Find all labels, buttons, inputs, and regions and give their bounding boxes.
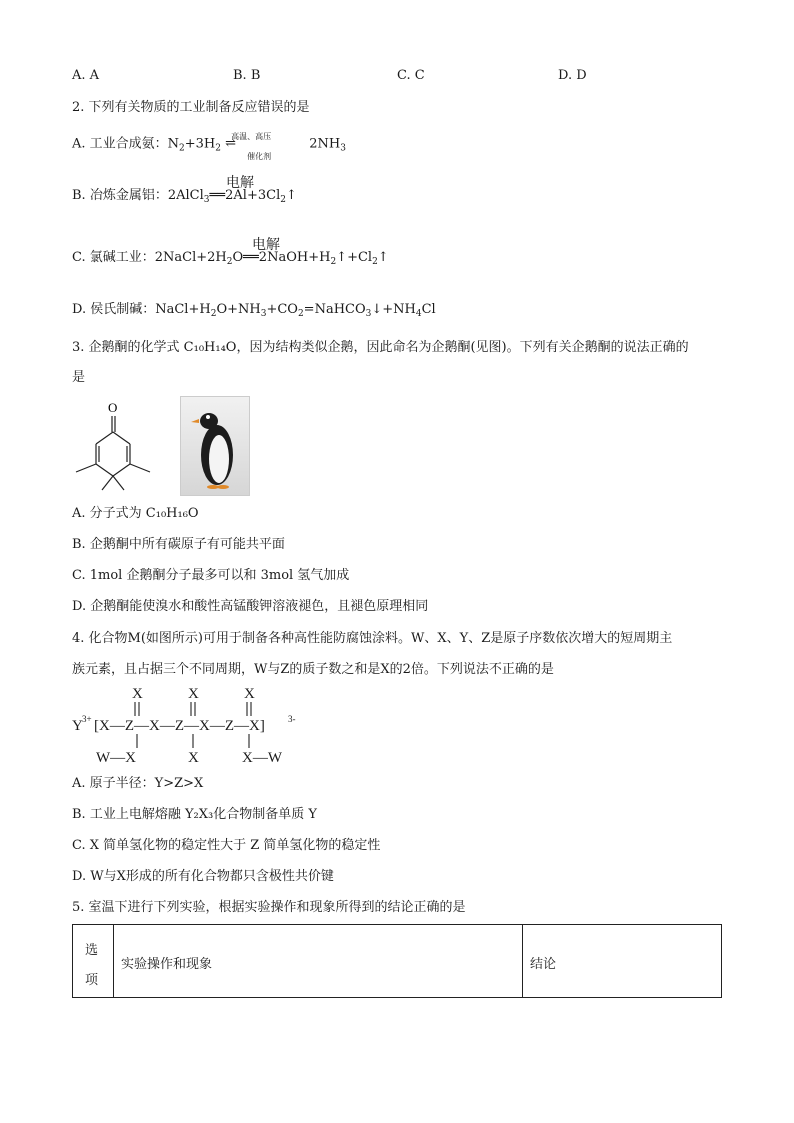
penguinone-structure — [68, 398, 158, 494]
q3-option-b: B. 企鹅酮中所有碳原子有可能共平面 — [72, 537, 285, 552]
q1-option-c: C. C — [397, 68, 425, 83]
q2-option-c: C. 氯碱工业：$2NaCl+2H_2O══2NaOH+H_2↑+Cl_2↑$ — [72, 250, 389, 267]
q4-option-c: C. X 简单氢化物的稳定性大于 Z 简单氢化物的稳定性 — [72, 838, 381, 853]
svg-text:3+: 3+ — [82, 714, 92, 724]
svg-text:[X—Z—X—Z—X—Z—X]: [X—Z—X—Z—X—Z—X] — [94, 718, 265, 734]
q2-option-b-label: B. 冶炼金属铝： — [72, 188, 168, 203]
q2-a-condition-bottom: 催化剂 — [247, 152, 272, 161]
q2-b-condition: 电解 — [226, 175, 254, 191]
q4-stem-2: 族元素，且占据三个不同周期，W与Z的质子数之和是X的2倍。下列说法不正确的是 — [72, 662, 554, 677]
q1-option-b: B. B — [233, 68, 261, 83]
q2-option-d: D. 侯氏制碱：$NaCl+H_2O+NH_3+CO_2=NaHCO_3↓+NH_4Cl$ — [72, 302, 436, 319]
svg-text:X: X — [188, 686, 199, 702]
svg-text:X: X — [188, 750, 199, 766]
q3-option-a: A. 分子式为 C₁₀H₁₆O — [72, 506, 199, 521]
q2-option-c-label: C. 氯碱工业： — [72, 250, 155, 265]
q3-option-d: D. 企鹅酮能使溴水和酸性高锰酸钾溶液褪色，且褪色原理相同 — [72, 599, 429, 614]
svg-text:X: X — [244, 686, 255, 702]
q4-option-d: D. W与X形成的所有化合物都只含极性共价键 — [72, 869, 334, 884]
reversible-arrow-icon: ⇌ 高温、高压 催化剂 — [225, 136, 305, 152]
q5-table-header-operation: 实验操作和现象 — [113, 925, 523, 997]
svg-text:W—X: W—X — [96, 750, 136, 766]
q2-option-a: A. 工业合成氨：$N_2+3H_2$ ⇌ 高温、高压 催化剂 $2NH_3$ — [72, 136, 346, 153]
q3-stem-2: 是 — [72, 370, 86, 385]
q2-a-condition-top: 高温、高压 — [231, 132, 272, 141]
q2-c-condition: 电解 — [252, 237, 280, 253]
svg-text:Y: Y — [72, 718, 83, 734]
compound-m-structure — [70, 684, 310, 768]
q1-option-d: D. D — [558, 68, 587, 83]
q2-stem: 2. 下列有关物质的工业制备反应错误的是 — [72, 100, 310, 115]
svg-text:3-: 3- — [288, 714, 296, 724]
q3-stem-1: 3. 企鹅酮的化学式 C₁₀H₁₄O，因为结构类似企鹅，因此命名为企鹅酮(见图)。下列有关企鹅酮的说法正确的 — [72, 340, 689, 355]
q4-option-b: B. 工业上电解熔融 Y₂X₃化合物制备单质 Y — [72, 807, 317, 822]
q2-option-d-label: D. 侯氏制碱： — [72, 302, 156, 317]
penguin-icon — [181, 397, 249, 495]
q2-option-a-label: A. 工业合成氨： — [72, 136, 168, 152]
q5-table — [72, 924, 722, 998]
q1-option-a: A. A — [72, 68, 100, 83]
q4-stem-1: 4. 化合物M(如图所示)可用于制备各种高性能防腐蚀涂料。W、X、Y、Z是原子序数依次增大的短周期主 — [72, 631, 673, 646]
q5-table-header-option: 选 项 — [73, 925, 114, 997]
q5-table-header-conclusion: 结论 — [530, 957, 557, 972]
q4-option-a: A. 原子半径：Y>Z>X — [72, 776, 204, 791]
q5-stem: 5. 室温下进行下列实验，根据实验操作和现象所得到的结论正确的是 — [72, 900, 466, 915]
carbonyl-oxygen-label: O — [108, 400, 118, 415]
svg-text:X: X — [132, 686, 143, 702]
q3-option-c: C. 1mol 企鹅酮分子最多可以和 3mol 氢气加成 — [72, 568, 350, 583]
q2-option-b: B. 冶炼金属铝：$2AlCl_3══2Al+3Cl_2↑$ — [72, 188, 297, 205]
penguin-photo — [180, 396, 250, 496]
svg-text:X—W: X—W — [242, 750, 282, 766]
